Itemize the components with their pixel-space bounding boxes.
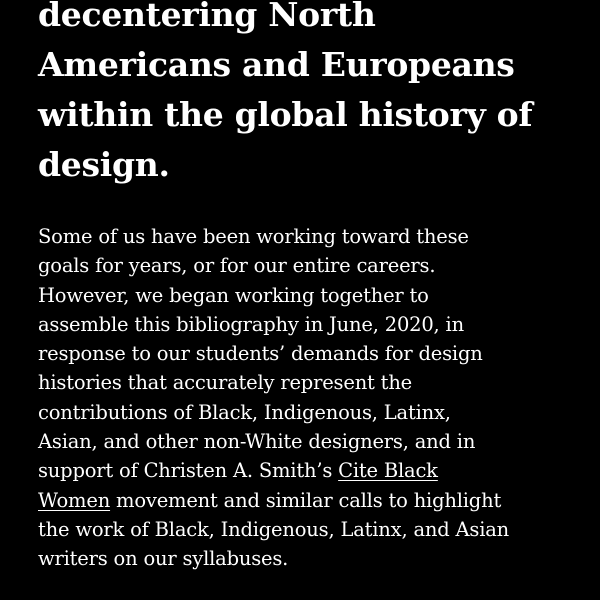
- paragraph-line: contributions of Black, Indigenous, Latinx,: [38, 400, 451, 424]
- paragraph-line: assemble this bibliography in June, 2020, in: [38, 312, 464, 336]
- cite-black-women-link-continued[interactable]: Women: [38, 488, 111, 512]
- paragraph-line: However, we began working together to: [38, 283, 429, 307]
- paragraph-line: response to our students’ demands for design: [38, 342, 483, 366]
- section-heading: [38, 0, 578, 190]
- cite-black-women-link[interactable]: Cite Black: [338, 459, 438, 483]
- paragraph-line: goals for years, or for our entire careers.: [38, 254, 436, 278]
- heading-line: decentering North: [38, 0, 376, 34]
- paragraph-line: Some of us have been working toward these: [38, 225, 469, 248]
- paragraph-line: [38, 486, 583, 515]
- paragraph-text: movement and similar calls to highlight: [110, 488, 502, 512]
- paragraph-line: histories that accurately represent the: [38, 371, 413, 395]
- paragraph-text: support of Christen A. Smith’s: [38, 459, 339, 483]
- paragraph-line: the work of Black, Indigenous, Latinx, and Asian: [38, 517, 510, 541]
- paragraph-line: writers on our syllabuses.: [38, 547, 289, 571]
- paragraph-line: [38, 456, 583, 485]
- paragraph-line: Asian, and other non-White designers, and in: [38, 430, 476, 454]
- heading-line: within the global history of: [38, 95, 533, 134]
- body-paragraph: [38, 222, 583, 574]
- heading-line: Americans and Europeans: [38, 45, 515, 84]
- heading-line: design.: [38, 145, 170, 184]
